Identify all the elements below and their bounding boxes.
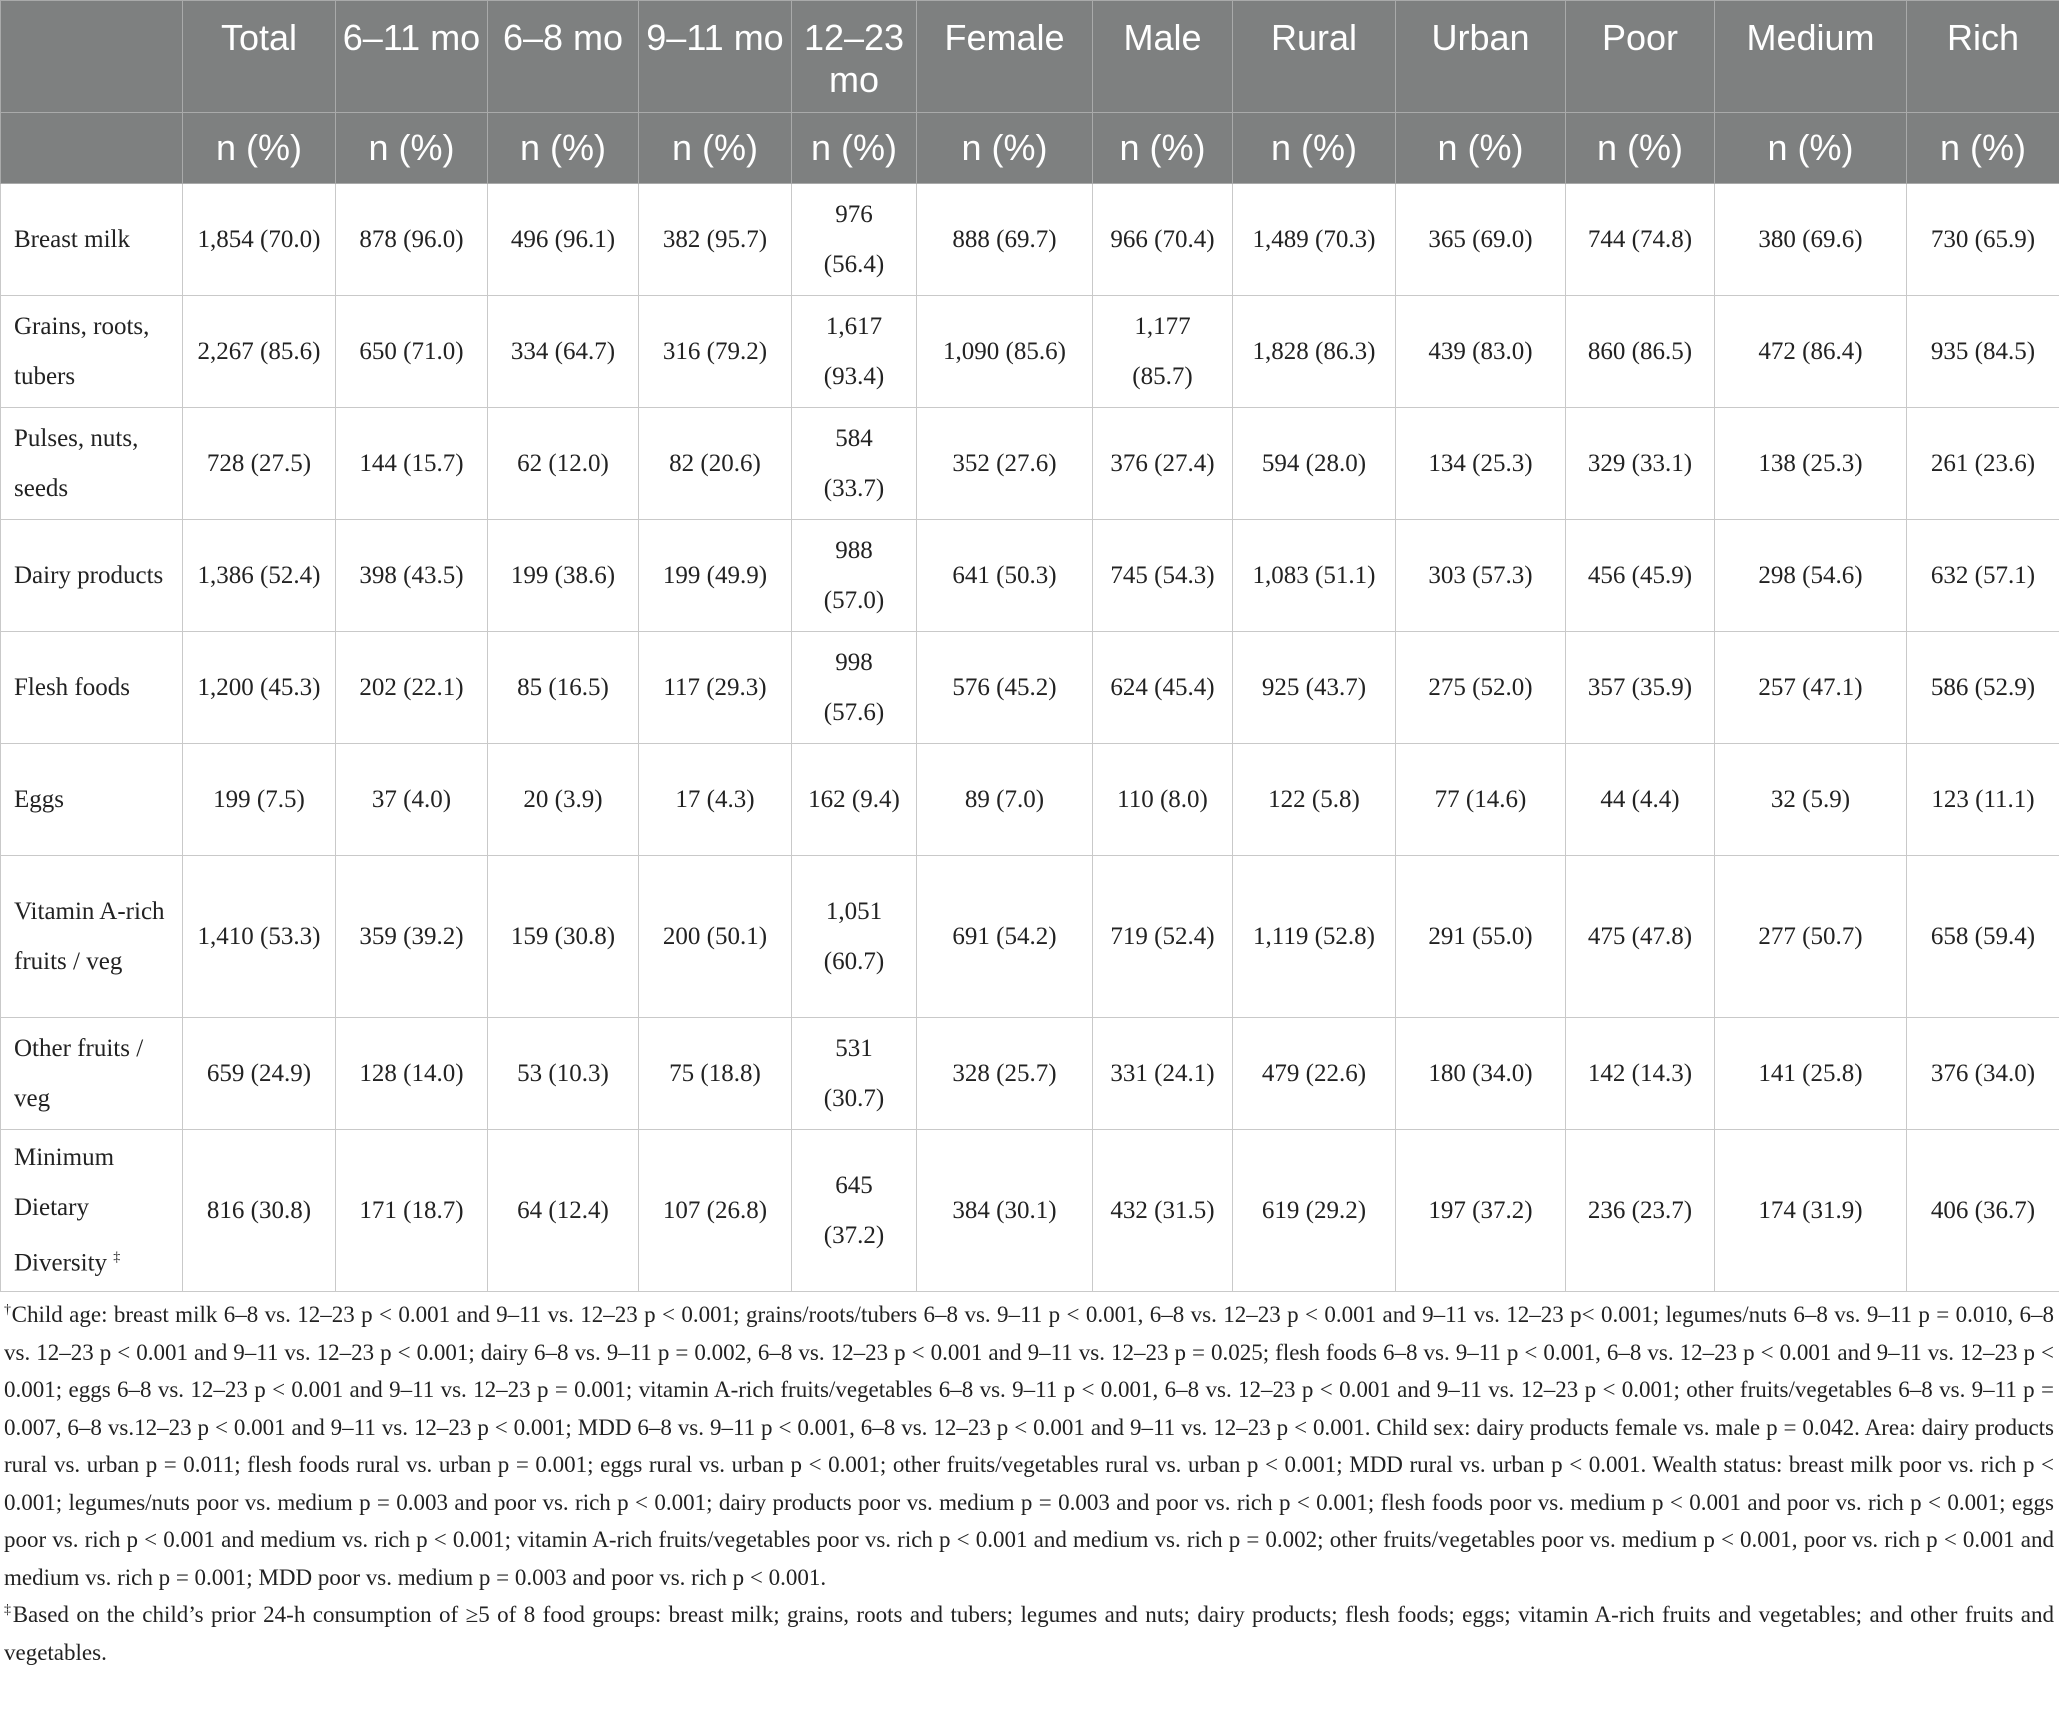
table-cell: 17 (4.3) (639, 744, 792, 856)
table-cell: 365 (69.0) (1396, 184, 1566, 296)
table-cell: 236 (23.7) (1566, 1130, 1715, 1292)
subheader-cell: n (%) (1715, 113, 1907, 184)
table-cell: 174 (31.9) (1715, 1130, 1907, 1292)
column-header-poor: Poor (1566, 1, 1715, 113)
table-cell: 496 (96.1) (488, 184, 639, 296)
footnote-marker: ‡ (4, 1602, 13, 1618)
table-cell: 398 (43.5) (336, 520, 488, 632)
table-row (1, 184, 2059, 296)
table-cell: 62 (12.0) (488, 408, 639, 520)
table-cell: 122 (5.8) (1233, 744, 1396, 856)
table-cell: 32 (5.9) (1715, 744, 1907, 856)
table-cell: 53 (10.3) (488, 1018, 639, 1130)
table-cell: 2,267 (85.6) (183, 296, 336, 408)
column-header-12-23-mo: 12–23 mo (792, 1, 917, 113)
table-cell: 134 (25.3) (1396, 408, 1566, 520)
subheader-cell: n (%) (488, 113, 639, 184)
table-cell: 77 (14.6) (1396, 744, 1566, 856)
table-cell: 878 (96.0) (336, 184, 488, 296)
footnote (4, 1596, 2054, 1671)
table-cell: 475 (47.8) (1566, 856, 1715, 1018)
table-cell: 624 (45.4) (1093, 632, 1233, 744)
table-cell: 719 (52.4) (1093, 856, 1233, 1018)
table-cell: 976 (56.4) (792, 184, 917, 296)
table-row (1, 1018, 2059, 1130)
table-cell: 159 (30.8) (488, 856, 639, 1018)
table-cell: 1,489 (70.3) (1233, 184, 1396, 296)
column-header-male: Male (1093, 1, 1233, 113)
header-row (1, 1, 2059, 113)
table-cell: 197 (37.2) (1396, 1130, 1566, 1292)
table-cell: 1,083 (51.1) (1233, 520, 1396, 632)
subheader-blank (1, 113, 183, 184)
subheader-cell: n (%) (792, 113, 917, 184)
table-cell: 728 (27.5) (183, 408, 336, 520)
table-cell: 1,090 (85.6) (917, 296, 1093, 408)
table-cell: 586 (52.9) (1907, 632, 2059, 744)
subheader-row (1, 113, 2059, 184)
table-cell: 1,051 (60.7) (792, 856, 917, 1018)
column-header-rural: Rural (1233, 1, 1396, 113)
footnote (4, 1296, 2054, 1596)
table-cell: 1,177 (85.7) (1093, 296, 1233, 408)
table-cell: 641 (50.3) (917, 520, 1093, 632)
table-cell: 303 (57.3) (1396, 520, 1566, 632)
table-cell: 935 (84.5) (1907, 296, 2059, 408)
table-cell: 472 (86.4) (1715, 296, 1907, 408)
table-cell: 141 (25.8) (1715, 1018, 1907, 1130)
table-cell: 316 (79.2) (639, 296, 792, 408)
table-cell: 75 (18.8) (639, 1018, 792, 1130)
column-header-6-11-mo: 6–11 mo (336, 1, 488, 113)
table-cell: 860 (86.5) (1566, 296, 1715, 408)
row-label: Grains, roots, tubers (1, 296, 183, 408)
table-cell: 1,119 (52.8) (1233, 856, 1396, 1018)
table-cell: 261 (23.6) (1907, 408, 2059, 520)
table-cell: 202 (22.1) (336, 632, 488, 744)
table-cell: 1,617 (93.4) (792, 296, 917, 408)
table-footnotes (4, 1296, 2054, 1671)
table-cell: 1,200 (45.3) (183, 632, 336, 744)
table-cell: 384 (30.1) (917, 1130, 1093, 1292)
table-row (1, 744, 2059, 856)
table-cell: 376 (34.0) (1907, 1018, 2059, 1130)
row-label: Other fruits / veg (1, 1018, 183, 1130)
table-cell: 376 (27.4) (1093, 408, 1233, 520)
table-cell: 257 (47.1) (1715, 632, 1907, 744)
subheader-cell: n (%) (1093, 113, 1233, 184)
table-cell: 531 (30.7) (792, 1018, 917, 1130)
table-cell: 888 (69.7) (917, 184, 1093, 296)
row-label: Pulses, nuts, seeds (1, 408, 183, 520)
table-cell: 380 (69.6) (1715, 184, 1907, 296)
row-label (1, 1130, 183, 1292)
column-header-female: Female (917, 1, 1093, 113)
table-cell: 138 (25.3) (1715, 408, 1907, 520)
table-cell: 632 (57.1) (1907, 520, 2059, 632)
table-cell: 998 (57.6) (792, 632, 917, 744)
footnote-text: Child age: breast milk 6–8 vs. 12–23 p < 0.001 and 9–11 vs. 12–23 p < 0.001; grains/roots/tubers 6–8 vs. 9–11 p < 0.001, 6–8 vs. 12–23 p < 0.001 and 9–11 vs. 12–23 p< 0.001; legumes/nuts 6–8 vs. 9–11 p = 0.010, 6–8 vs. 12–23 p < 0.001 and 9–11 vs. 12–23 p < 0.001; dairy 6–8 vs. 9–11 p = 0.002, 6–8 vs. 12–23 p < 0.001 and 9–11 vs. 12–23 p = 0.025; flesh foods 6–8 vs. 9–11 p < 0.001, 6–8 vs. 12–23 p < 0.001 and 9–11 vs. 12–23 p < 0.001; eggs 6–8 vs. 12–23 p < 0.001 and 9–11 vs. 12–23 p = 0.001; vitamin A-rich fruits/vegetables 6–8 vs. 9–11 p < 0.001, 6–8 vs. 12–23 p < 0.001 and 9–11 vs. 12–23 p < 0.001; other fruits/vegetables 6–8 vs. 9–11 p = 0.007, 6–8 vs.12–23 p < 0.001 and 9–11 vs. 12–23 p < 0.001; MDD 6–8 vs. 9–11 p < 0.001, 6–8 vs. 12–23 p < 0.001 and 9–11 vs. 12–23 p < 0.001. Child sex: dairy products female vs. male p = 0.042. Area: dairy products rural vs. urban p = 0.011; flesh foods rural vs. urban p = 0.001; eggs rural vs. urban p < 0.001; other fruits/vegetables rural vs. urban p < 0.001; MDD rural vs. urban p < 0.001. Wealth status: breast milk poor vs. rich p < 0.001; legumes/nuts poor vs. medium p = 0.003 and poor vs. rich p < 0.001; dairy products poor vs. medium p = 0.003 and poor vs. rich p < 0.001; flesh foods poor vs. medium p < 0.001 and poor vs. rich p < 0.001; eggs poor vs. rich p < 0.001 and medium vs. rich p < 0.001; vitamin A-rich fruits/vegetables poor vs. rich p < 0.001 and medium vs. rich p = 0.002; other fruits/vegetables poor vs. medium p < 0.001, poor vs. rich p < 0.001 and medium vs. rich p = 0.001; MDD poor vs. medium p = 0.003 and poor vs. rich p < 0.001. (4, 1302, 2055, 1590)
column-header-rich: Rich (1907, 1, 2059, 113)
table-cell: 37 (4.0) (336, 744, 488, 856)
table-cell: 277 (50.7) (1715, 856, 1907, 1018)
subheader-cell: n (%) (1233, 113, 1396, 184)
table-cell: 816 (30.8) (183, 1130, 336, 1292)
table-cell: 359 (39.2) (336, 856, 488, 1018)
column-header-9-11-mo: 9–11 mo (639, 1, 792, 113)
table-row (1, 856, 2059, 1018)
table-row (1, 408, 2059, 520)
table-cell: 123 (11.1) (1907, 744, 2059, 856)
table-cell: 650 (71.0) (336, 296, 488, 408)
table-cell: 20 (3.9) (488, 744, 639, 856)
table-cell: 745 (54.3) (1093, 520, 1233, 632)
subheader-cell: n (%) (1566, 113, 1715, 184)
table-cell: 275 (52.0) (1396, 632, 1566, 744)
table-cell: 382 (95.7) (639, 184, 792, 296)
table-cell: 64 (12.4) (488, 1130, 639, 1292)
table-cell: 199 (38.6) (488, 520, 639, 632)
table-cell: 406 (36.7) (1907, 1130, 2059, 1292)
table-cell: 439 (83.0) (1396, 296, 1566, 408)
table-cell: 82 (20.6) (639, 408, 792, 520)
table-cell: 144 (15.7) (336, 408, 488, 520)
row-label: Flesh foods (1, 632, 183, 744)
table-cell: 89 (7.0) (917, 744, 1093, 856)
table-cell: 479 (22.6) (1233, 1018, 1396, 1130)
row-label: Vitamin A-rich fruits / veg (1, 856, 183, 1018)
table-cell: 966 (70.4) (1093, 184, 1233, 296)
table-cell: 658 (59.4) (1907, 856, 2059, 1018)
table-cell: 357 (35.9) (1566, 632, 1715, 744)
row-label-text: Minimum Dietary Diversity (14, 1143, 115, 1277)
table-cell: 334 (64.7) (488, 296, 639, 408)
subheader-cell: n (%) (917, 113, 1093, 184)
subheader-cell: n (%) (1396, 113, 1566, 184)
table-cell: 110 (8.0) (1093, 744, 1233, 856)
table-cell: 576 (45.2) (917, 632, 1093, 744)
table-cell: 352 (27.6) (917, 408, 1093, 520)
table-row (1, 1130, 2059, 1292)
table-cell: 456 (45.9) (1566, 520, 1715, 632)
row-label: Dairy products (1, 520, 183, 632)
column-header-total: Total (183, 1, 336, 113)
table-cell: 619 (29.2) (1233, 1130, 1396, 1292)
table-cell: 142 (14.3) (1566, 1018, 1715, 1130)
table-cell: 171 (18.7) (336, 1130, 488, 1292)
subheader-cell: n (%) (336, 113, 488, 184)
subheader-cell: n (%) (1907, 113, 2059, 184)
subheader-cell: n (%) (183, 113, 336, 184)
table-cell: 1,828 (86.3) (1233, 296, 1396, 408)
table-cell: 162 (9.4) (792, 744, 917, 856)
table-cell: 584 (33.7) (792, 408, 917, 520)
footnote-marker: † (4, 1302, 12, 1318)
table-cell: 432 (31.5) (1093, 1130, 1233, 1292)
footnote-marker: ‡ (113, 1249, 121, 1265)
table-cell: 328 (25.7) (917, 1018, 1093, 1130)
table-cell: 925 (43.7) (1233, 632, 1396, 744)
table-cell: 1,386 (52.4) (183, 520, 336, 632)
table-cell: 645 (37.2) (792, 1130, 917, 1292)
table-cell: 85 (16.5) (488, 632, 639, 744)
table-cell: 1,410 (53.3) (183, 856, 336, 1018)
column-header-6-8-mo: 6–8 mo (488, 1, 639, 113)
table-cell: 128 (14.0) (336, 1018, 488, 1130)
table-cell: 988 (57.0) (792, 520, 917, 632)
table-cell: 691 (54.2) (917, 856, 1093, 1018)
row-label: Breast milk (1, 184, 183, 296)
table-cell: 744 (74.8) (1566, 184, 1715, 296)
table-cell: 730 (65.9) (1907, 184, 2059, 296)
table-cell: 199 (49.9) (639, 520, 792, 632)
column-header-urban: Urban (1396, 1, 1566, 113)
table-cell: 44 (4.4) (1566, 744, 1715, 856)
table-cell: 329 (33.1) (1566, 408, 1715, 520)
table-row (1, 520, 2059, 632)
table-row (1, 296, 2059, 408)
table-cell: 659 (24.9) (183, 1018, 336, 1130)
table-cell: 331 (24.1) (1093, 1018, 1233, 1130)
table-cell: 117 (29.3) (639, 632, 792, 744)
subheader-cell: n (%) (639, 113, 792, 184)
column-header-blank (1, 1, 183, 113)
table-cell: 291 (55.0) (1396, 856, 1566, 1018)
table-cell: 594 (28.0) (1233, 408, 1396, 520)
footnote-text: Based on the child’s prior 24-h consumption of ≥5 of 8 food groups: breast milk; grains, roots and tubers; legumes and nuts; dairy products; flesh foods; eggs; vitamin A-rich fruits and vegetables; and other fruits and vegetables. (4, 1602, 2055, 1665)
table-row (1, 632, 2059, 744)
table-cell: 107 (26.8) (639, 1130, 792, 1292)
table-cell: 180 (34.0) (1396, 1018, 1566, 1130)
table-cell: 298 (54.6) (1715, 520, 1907, 632)
row-label: Eggs (1, 744, 183, 856)
column-header-medium: Medium (1715, 1, 1907, 113)
table-cell: 199 (7.5) (183, 744, 336, 856)
table-cell: 200 (50.1) (639, 856, 792, 1018)
table-cell: 1,854 (70.0) (183, 184, 336, 296)
